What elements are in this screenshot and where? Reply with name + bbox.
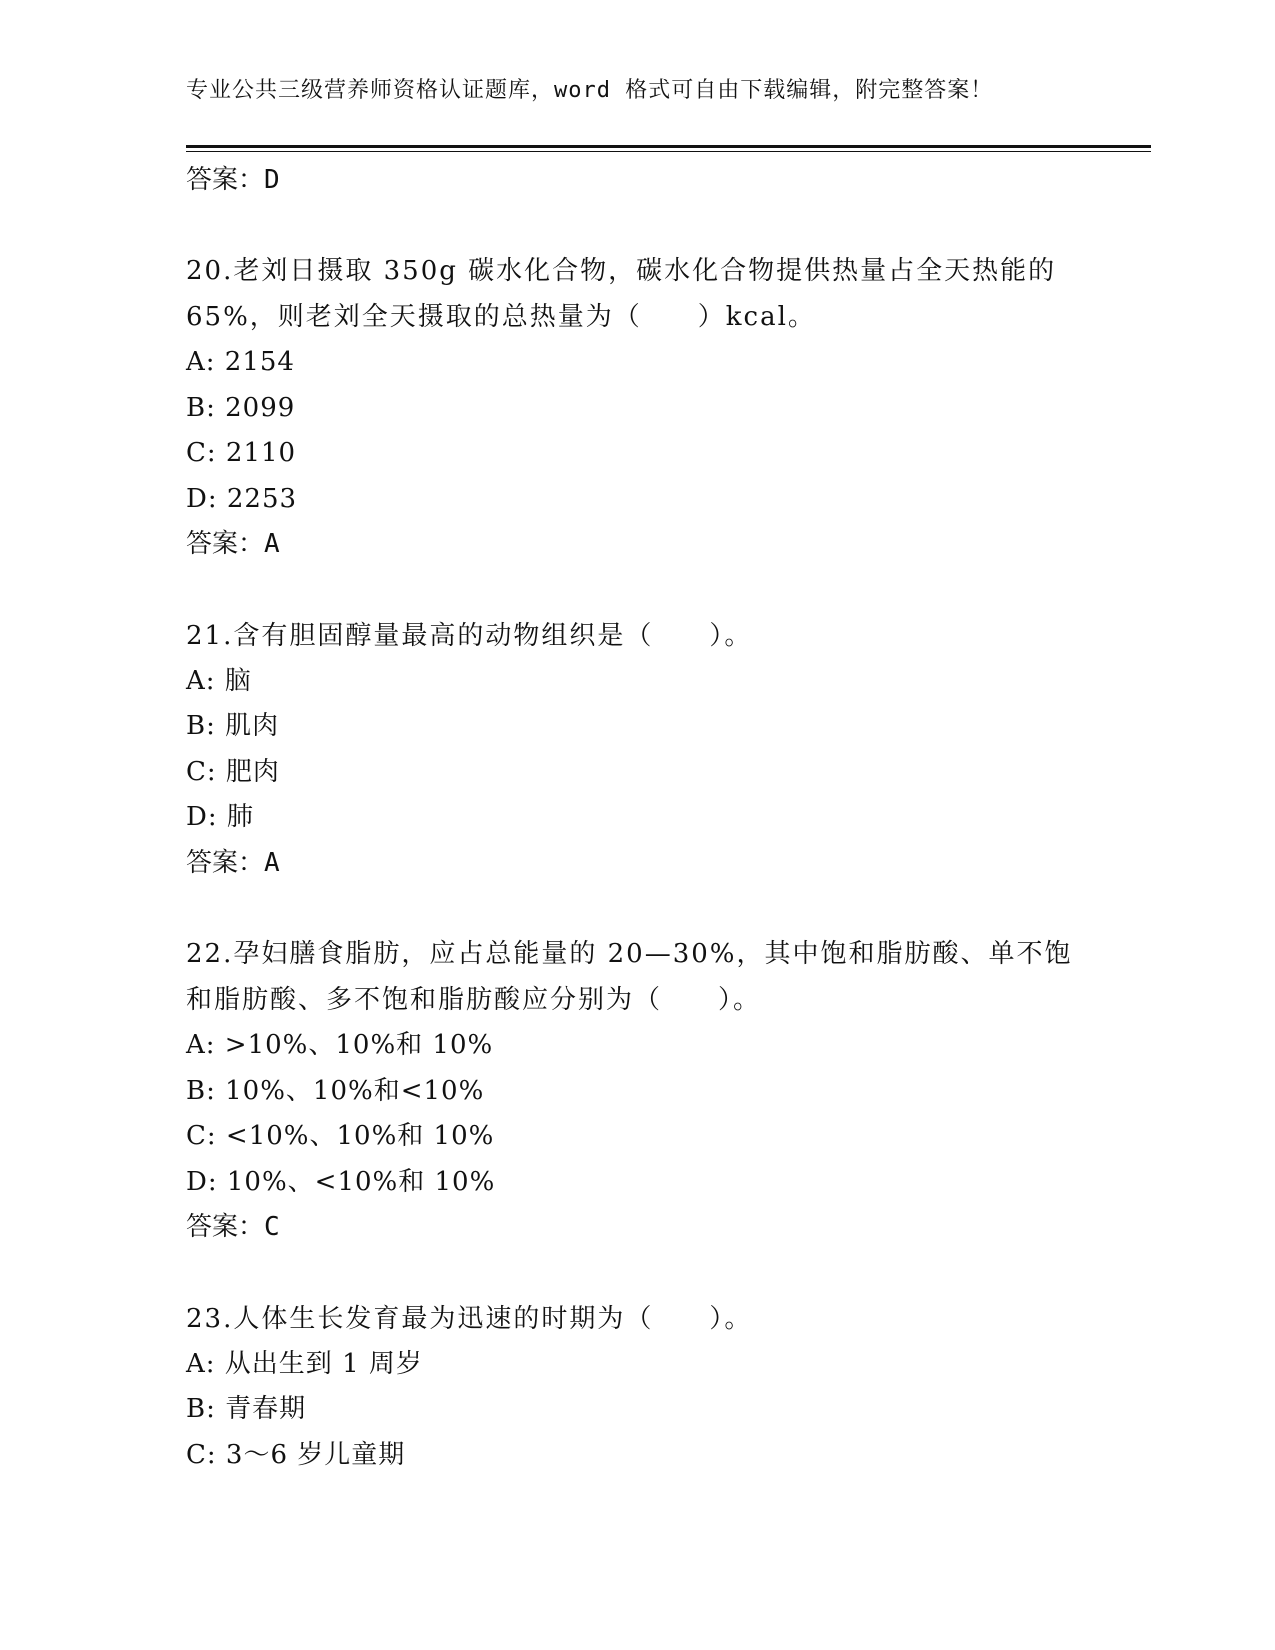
- question-list: [186, 157, 1086, 1478]
- page-header: 专业公共三级营养师资格认证题库，word 格式可自由下载编辑，附完整答案！: [186, 78, 994, 103]
- answer-label: 答案：C: [186, 1212, 280, 1242]
- question-stem: 22.孕妇膳食脂肪，应占总能量的 20—30%，其中饱和脂肪酸、单不饱和脂肪酸、多不饱和脂肪酸应分别为（ ）。: [186, 939, 1073, 1015]
- answer-label: 答案：D: [186, 165, 280, 195]
- question-stem: 23.人体生长发育最为迅速的时期为（ ）。: [186, 1303, 753, 1334]
- option-b: B: 2099: [186, 392, 296, 423]
- option-b: B: 肌肉: [186, 711, 280, 741]
- question-stem: 20.老刘日摄取 350g 碳水化合物，碳水化合物提供热量占全天热能的 65%，则老刘全天摄取的总热量为（ ）kcal。: [186, 256, 1057, 332]
- header-rule-thick: [186, 145, 1151, 148]
- option-d: D: 10%、<10%和 10%: [186, 1166, 496, 1197]
- question-22: [186, 931, 1086, 1251]
- option-b: B: 青春期: [186, 1394, 307, 1424]
- question-21: [186, 613, 1086, 887]
- option-a: A: 从出生到 1 周岁: [186, 1348, 423, 1379]
- option-c: C: 2110: [186, 438, 297, 468]
- header-rule-thin: [186, 151, 1151, 152]
- option-b: B: 10%、10%和<10%: [186, 1075, 485, 1106]
- question-stem: 21.含有胆固醇量最高的动物组织是（ ）。: [186, 620, 753, 651]
- answer-label: 答案：A: [186, 529, 280, 559]
- question-20: [186, 248, 1086, 568]
- option-a: A: 脑: [186, 665, 252, 696]
- question-23: [186, 1296, 1086, 1479]
- option-d: D: 2253: [186, 483, 298, 514]
- option-a: A: >10%、10%和 10%: [186, 1030, 494, 1060]
- option-a: A: 2154: [186, 347, 295, 377]
- answer-label: 答案：A: [186, 847, 280, 878]
- option-c: C: 3～6 岁儿童期: [186, 1439, 406, 1470]
- option-c: C: 肥肉: [186, 756, 280, 787]
- option-d: D: 肺: [186, 802, 254, 832]
- option-c: C: <10%、10%和 10%: [186, 1121, 495, 1151]
